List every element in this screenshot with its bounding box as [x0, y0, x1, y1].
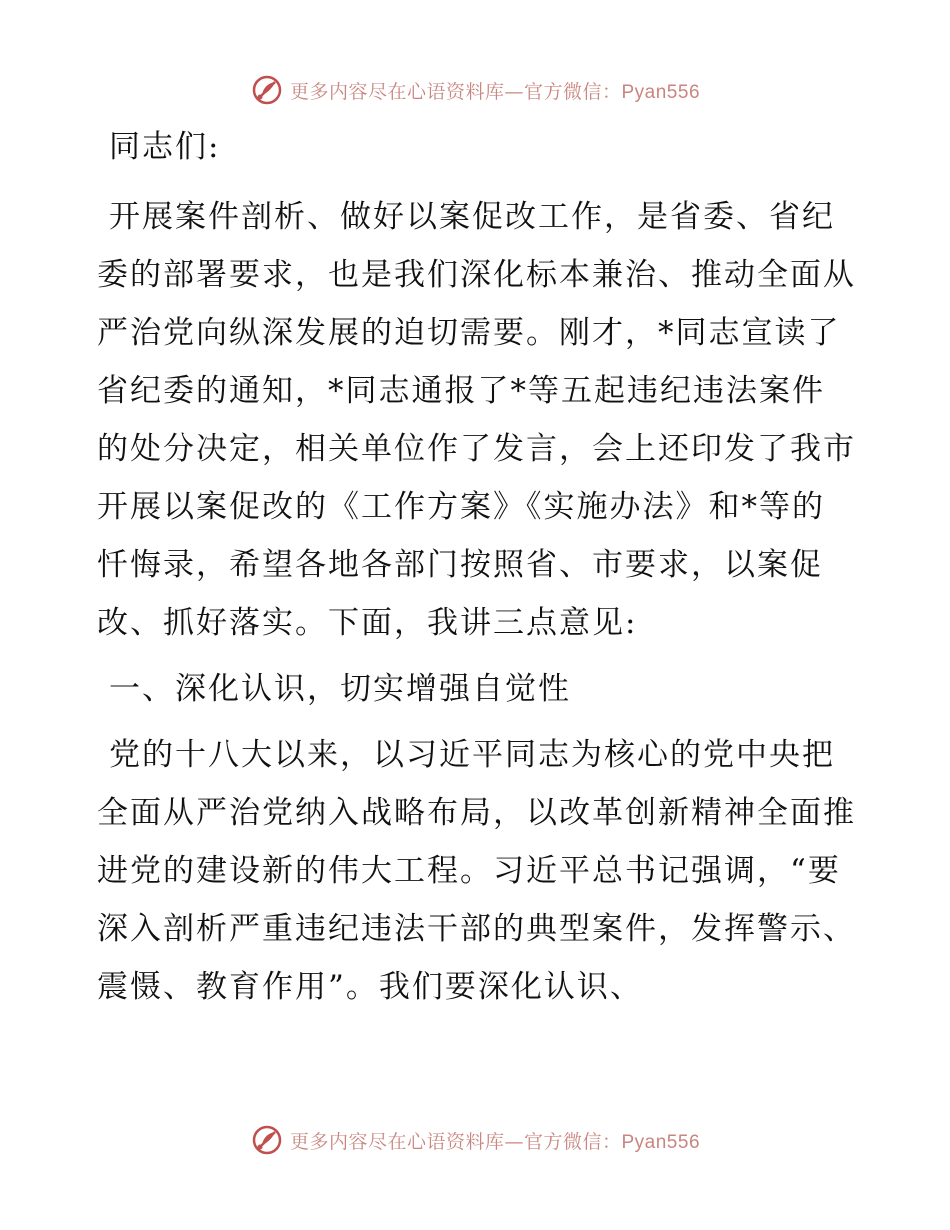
section-heading-1: 一、深化认识，切实增强自觉性 — [109, 671, 571, 707]
watermark-text: 更多内容尽在心语资料库—官方微信：Pyan556 — [289, 80, 701, 103]
footer-watermark — [0, 1120, 950, 1160]
feather-pen-logo-icon — [250, 1123, 284, 1157]
watermark-text: 更多内容尽在心语资料库—官方微信：Pyan556 — [289, 1130, 701, 1153]
header-watermark — [0, 70, 950, 110]
paragraph-intro: 开展案件剖析、做好以案促改工作，是省委、省纪委的部署要求，也是我们深化标本兼治、推动全面从严治党向纵深发展的迫切需要。刚才，*同志宣读了省纪委的通知，*同志通报了*等五起违纪违法案件的处分决定，相关单位作了发言，会上还印发了我市开展以案促改的《工作方案》《实施办法》和*等的忏悔录，希望各地各部门按照省、市要求，以案促改、抓好落实。下面，我讲三点意见: — [97, 199, 856, 641]
greeting: 同志们: — [109, 129, 221, 165]
paragraph-section-1: 党的十八大以来，以习近平同志为核心的党中央把全面从严治党纳入战略布局，以改革创新精神全面推进党的建设新的伟大工程。习近平总书记强调，“要深入剖析严重违纪违法干部的典型案件，发挥警示、震慑、教育作用”。我们要深化认识、 — [97, 737, 856, 1005]
document-body — [97, 118, 857, 1024]
feather-pen-logo-icon — [250, 73, 284, 107]
